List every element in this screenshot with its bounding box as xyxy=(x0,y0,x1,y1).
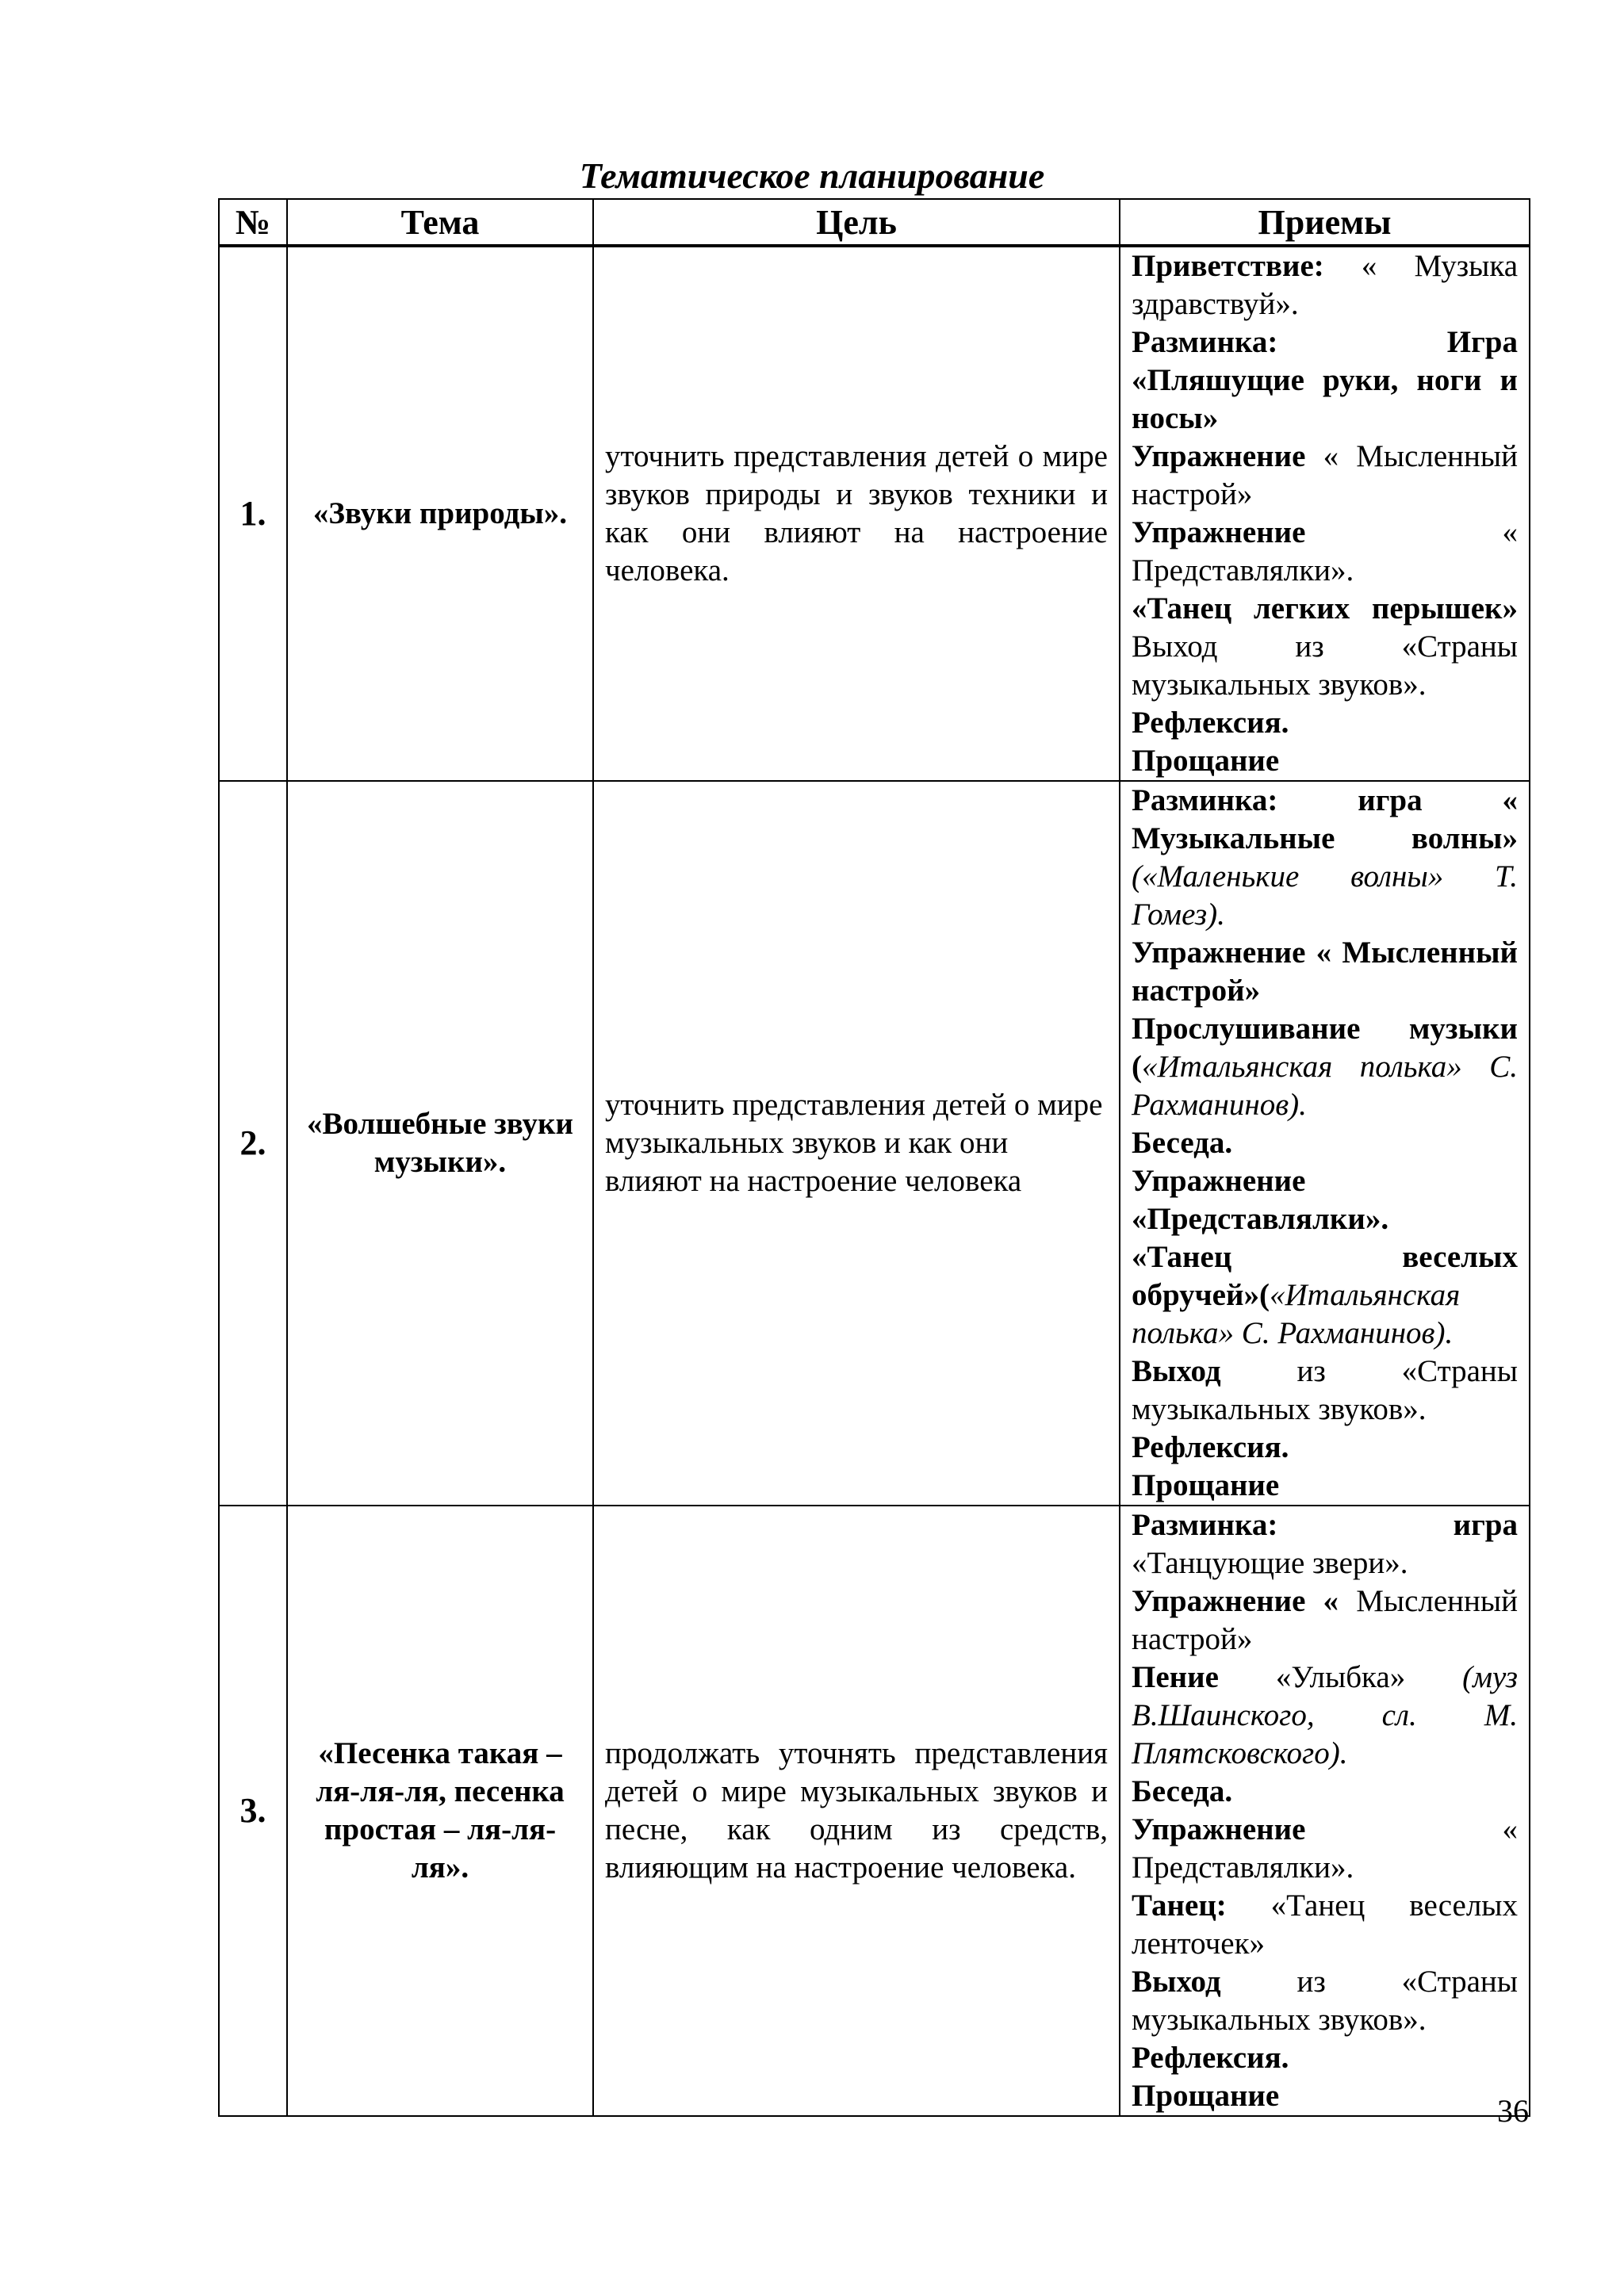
row-topic: «Звуки природы». xyxy=(287,246,593,781)
method-item: Упражнение « Мысленный настрой» xyxy=(1132,936,1518,1008)
method-item: Рефлексия. xyxy=(1132,1430,1289,1464)
row-topic: «Волшебные звуки музыки». xyxy=(287,781,593,1506)
page-number: 36 xyxy=(1497,2093,1529,2129)
method-item: Разминка: Игра «Пляшущие руки, ноги и носы» xyxy=(1132,325,1518,435)
method-item: Рефлексия. xyxy=(1132,2041,1289,2075)
method-item: Приветствие: « Музыка здравствуй». xyxy=(1132,249,1518,321)
method-item: Выход из «Страны музыкальных звуков». xyxy=(1132,1354,1518,1426)
header-num: № xyxy=(219,199,287,246)
row-goal xyxy=(593,1506,1120,2116)
method-item: Прощание xyxy=(1132,2079,1280,2113)
thematic-plan-table xyxy=(218,198,1530,2117)
row-topic: «Песенка такая – ля-ля-ля, песенка простая – ля-ля-ля». xyxy=(287,1506,593,2116)
table-row xyxy=(219,246,1530,781)
header-topic: Тема xyxy=(287,199,593,246)
method-item: Беседа. xyxy=(1132,1126,1233,1160)
method-item: Беседа. xyxy=(1132,1774,1233,1808)
method-item: Разминка: игра «Танцующие звери». xyxy=(1132,1508,1518,1580)
row-number: 3. xyxy=(219,1506,287,2116)
row-goal xyxy=(593,781,1120,1506)
header-goal: Цель xyxy=(593,199,1120,246)
goal-text: продолжать уточнять представления детей о мире музыкальных звуков и песне, как одним из средств, влияющим на настроение человека. xyxy=(605,1736,1108,1885)
row-methods xyxy=(1120,781,1530,1506)
row-number: 2. xyxy=(219,781,287,1506)
method-item: «Танец веселых обручей»(«Итальянская полька» С. Рахманинов). xyxy=(1132,1240,1518,1350)
method-item: Рефлексия. xyxy=(1132,706,1289,740)
row-number: 1. xyxy=(219,246,287,781)
method-item: Пение «Улыбка» (муз В.Шаинского, сл. М. Плятсковского). xyxy=(1132,1660,1518,1770)
goal-text: уточнить представления детей о мире музыкальных звуков и как они влияют на настроение человека xyxy=(605,1088,1103,1198)
method-item: Упражнение « Мысленный настрой» xyxy=(1132,1584,1518,1656)
method-item: «Танец легких перышек» Выход из «Страны музыкальных звуков». xyxy=(1132,591,1518,702)
method-item: Выход из «Страны музыкальных звуков». xyxy=(1132,1965,1518,2037)
method-item: Упражнение « Представлялки». xyxy=(1132,515,1518,587)
header-methods: Приемы xyxy=(1120,199,1530,246)
table-row xyxy=(219,781,1530,1506)
method-item: Упражнение « Мысленный настрой» xyxy=(1132,439,1518,511)
table-header-row xyxy=(219,199,1530,246)
page-title: Тематическое планирование xyxy=(579,155,1045,196)
row-goal xyxy=(593,246,1120,781)
method-item: Упражнение «Представлялки». xyxy=(1132,1164,1389,1236)
method-item: Упражнение « Представлялки». xyxy=(1132,1812,1518,1885)
method-item: Прослушивание музыки («Итальянская полька» С. Рахманинов). xyxy=(1132,1012,1518,1122)
method-item: Прощание xyxy=(1132,1468,1280,1502)
method-item: Прощание xyxy=(1132,744,1280,778)
method-item: Танец: «Танец веселых ленточек» xyxy=(1132,1888,1518,1961)
row-methods xyxy=(1120,246,1530,781)
row-methods xyxy=(1120,1506,1530,2116)
goal-text: уточнить представления детей о мире звуков природы и звуков техники и как они влияют на настроение человека. xyxy=(605,439,1108,587)
table-row xyxy=(219,1506,1530,2116)
method-item: Разминка: игра « Музыкальные волны» («Маленькие волны» Т. Гомез). xyxy=(1132,783,1518,932)
